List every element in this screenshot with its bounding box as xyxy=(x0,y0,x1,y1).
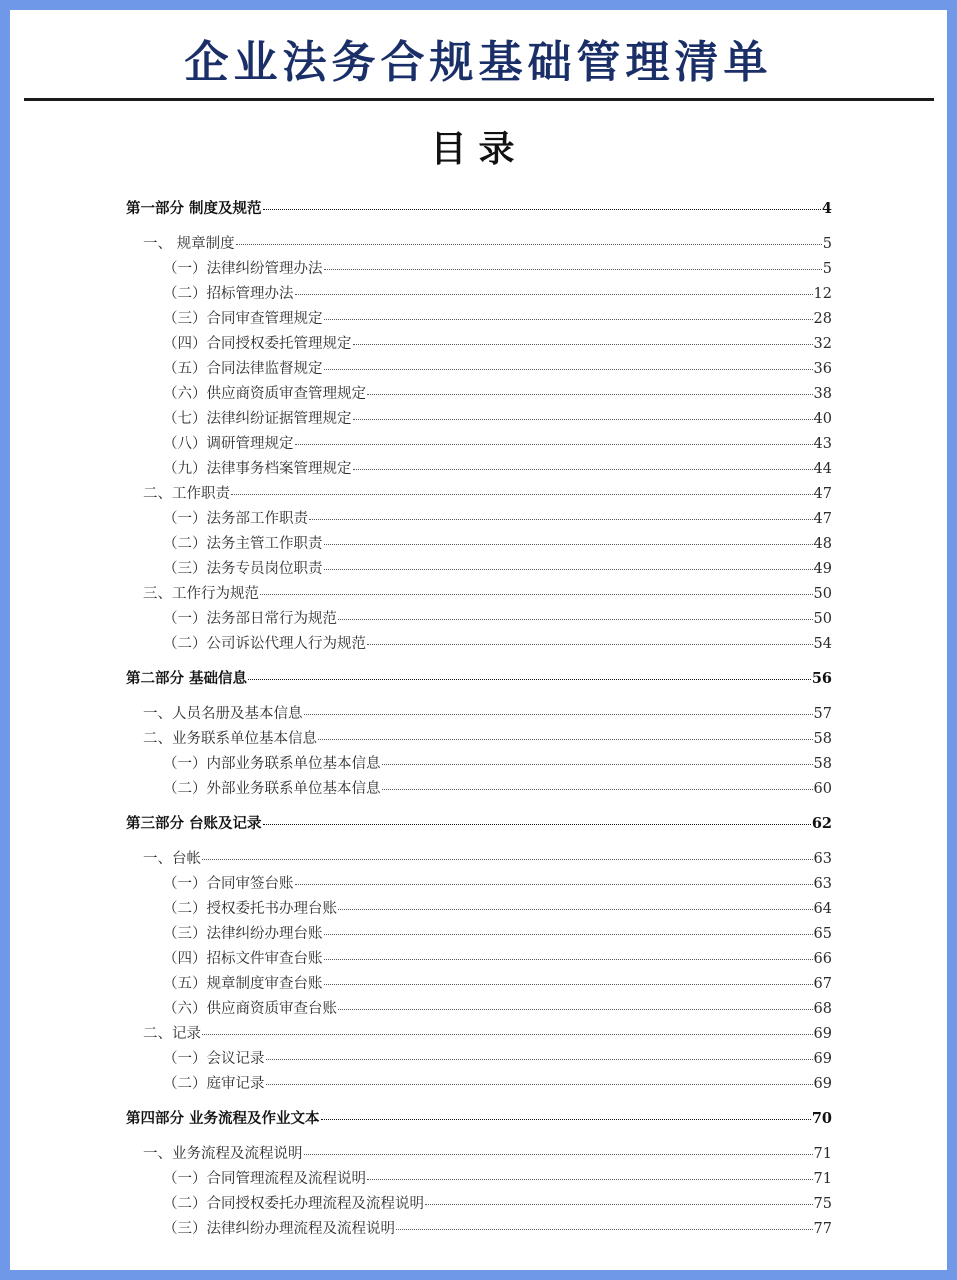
toc-entry-page: 77 xyxy=(813,1221,832,1237)
toc-entry-title: （三）法律纠纷办理流程及流程说明 xyxy=(163,1221,395,1237)
toc-entry[interactable] xyxy=(163,1194,832,1214)
toc-entry-page: 64 xyxy=(813,901,832,917)
toc-entry[interactable] xyxy=(163,1074,832,1094)
toc-entry[interactable] xyxy=(163,949,832,969)
toc-entry-title: 一、台帐 xyxy=(143,851,201,867)
toc-dot-leader xyxy=(263,209,821,210)
toc-entry[interactable] xyxy=(163,899,832,919)
toc-entry-title: （一）法务部工作职责 xyxy=(163,511,308,527)
toc-entry-page: 62 xyxy=(811,815,832,832)
toc-dot-leader xyxy=(338,1009,813,1010)
toc-entry[interactable] xyxy=(143,234,832,254)
toc-dot-leader xyxy=(324,984,813,985)
toc-dot-leader xyxy=(202,1034,813,1035)
toc-dot-leader xyxy=(367,644,813,645)
toc-entry-page: 28 xyxy=(813,311,832,327)
toc-dot-leader xyxy=(304,1154,813,1155)
toc-dot-leader xyxy=(324,934,813,935)
toc-dot-leader xyxy=(367,1179,813,1180)
toc-dot-leader xyxy=(382,789,813,790)
toc-dot-leader xyxy=(324,319,813,320)
toc-entry-page: 5 xyxy=(822,261,832,277)
toc-entry-title: （三）合同审查管理规定 xyxy=(163,311,323,327)
toc-dot-leader xyxy=(382,764,813,765)
toc-entry[interactable] xyxy=(163,999,832,1019)
toc-entry[interactable] xyxy=(163,924,832,944)
toc-dot-leader xyxy=(295,444,813,445)
toc-entry-page: 66 xyxy=(813,951,832,967)
toc-entry[interactable] xyxy=(163,534,832,554)
toc-entry-page: 65 xyxy=(813,926,832,942)
toc-entry-page: 44 xyxy=(813,461,832,477)
toc-dot-leader xyxy=(295,294,813,295)
toc-entry[interactable] xyxy=(163,874,832,894)
toc-entry[interactable] xyxy=(163,384,832,404)
toc-entry[interactable] xyxy=(163,974,832,994)
toc-entry-title: （九）法律事务档案管理规定 xyxy=(163,461,352,477)
toc-entry[interactable] xyxy=(143,484,832,504)
toc-entry-page: 71 xyxy=(813,1171,832,1187)
toc-dot-leader xyxy=(304,714,813,715)
toc-dot-leader xyxy=(338,619,813,620)
toc-entry[interactable] xyxy=(163,409,832,429)
toc-entry[interactable] xyxy=(143,1024,832,1044)
toc-entry-page: 54 xyxy=(813,636,832,652)
toc-entry[interactable] xyxy=(163,609,832,629)
toc-entry[interactable] xyxy=(143,584,832,604)
toc-dot-leader xyxy=(248,679,811,680)
toc-entry-page: 68 xyxy=(813,1001,832,1017)
toc-entry[interactable] xyxy=(163,1049,832,1069)
toc-entry-page: 50 xyxy=(813,611,832,627)
toc-dot-leader xyxy=(202,859,813,860)
toc-entry-title: 三、工作行为规范 xyxy=(143,586,259,602)
toc-entry-title: （一）法律纠纷管理办法 xyxy=(163,261,323,277)
toc-dot-leader xyxy=(266,1084,813,1085)
toc-entry-title: 第四部分 业务流程及作业文本 xyxy=(126,1110,320,1127)
toc-entry-title: （二）合同授权委托办理流程及流程说明 xyxy=(163,1196,424,1212)
toc-entry-page: 43 xyxy=(813,436,832,452)
toc-entry-page: 69 xyxy=(813,1076,832,1092)
toc-entry[interactable] xyxy=(143,1144,832,1164)
toc-entry[interactable] xyxy=(163,334,832,354)
toc-dot-leader xyxy=(309,519,813,520)
document-title: 企业法务合规基础管理清单 xyxy=(184,37,773,88)
toc-entry-page: 58 xyxy=(813,731,832,747)
toc-entry-page: 12 xyxy=(813,286,832,302)
toc-entry[interactable] xyxy=(143,849,832,869)
toc-entry-title: 二、工作职责 xyxy=(143,486,230,502)
toc-dot-leader xyxy=(425,1204,813,1205)
toc-dot-leader xyxy=(324,269,822,270)
toc-dot-leader xyxy=(295,884,813,885)
toc-entry-page: 75 xyxy=(813,1196,832,1212)
toc-entry[interactable] xyxy=(163,1169,832,1189)
toc-dot-leader xyxy=(353,344,813,345)
toc-entry-page: 47 xyxy=(813,486,832,502)
toc-entry-title: 一、人员名册及基本信息 xyxy=(143,706,303,722)
toc-dot-leader xyxy=(353,419,813,420)
toc-dot-leader xyxy=(324,369,813,370)
toc-entry[interactable] xyxy=(163,1219,832,1239)
toc-entry-page: 63 xyxy=(813,876,832,892)
toc-entry-page: 71 xyxy=(813,1146,832,1162)
toc-entry-page: 5 xyxy=(822,236,832,252)
toc-entry-title: （二）公司诉讼代理人行为规范 xyxy=(163,636,366,652)
toc-entry-page: 63 xyxy=(813,851,832,867)
toc-dot-leader xyxy=(236,244,822,245)
toc-entry-page: 70 xyxy=(811,1110,832,1127)
toc-dot-leader xyxy=(263,824,811,825)
toc-entry-title: （七）法律纠纷证据管理规定 xyxy=(163,411,352,427)
toc-entry-title: 第三部分 台账及记录 xyxy=(126,815,262,832)
toc-entry-title: （二）庭审记录 xyxy=(163,1076,265,1092)
toc-entry-title: （四）合同授权委托管理规定 xyxy=(163,336,352,352)
toc-dot-leader xyxy=(260,594,813,595)
toc-entry[interactable] xyxy=(143,729,832,749)
toc-entry-title: （二）招标管理办法 xyxy=(163,286,294,302)
toc-dot-leader xyxy=(231,494,813,495)
toc-entry-title: 第一部分 制度及规范 xyxy=(126,200,262,217)
toc-entry[interactable] xyxy=(163,634,832,654)
toc-entry-page: 69 xyxy=(813,1026,832,1042)
toc-entry-page: 56 xyxy=(811,670,832,687)
toc-entry-title: （六）供应商资质审查台账 xyxy=(163,1001,337,1017)
toc-entry-page: 40 xyxy=(813,411,832,427)
toc-dot-leader xyxy=(338,909,813,910)
toc-entry-page: 48 xyxy=(813,536,832,552)
toc-dot-leader xyxy=(367,394,813,395)
toc-entry-title: （四）招标文件审查台账 xyxy=(163,951,323,967)
toc-entry-page: 47 xyxy=(813,511,832,527)
toc-dot-leader xyxy=(266,1059,813,1060)
toc-entry-title: （八）调研管理规定 xyxy=(163,436,294,452)
toc-entry-title: （二）授权委托书办理台账 xyxy=(163,901,337,917)
toc-dot-leader xyxy=(324,544,813,545)
toc-entry-title: （五）规章制度审查台账 xyxy=(163,976,323,992)
toc-entry-page: 69 xyxy=(813,1051,832,1067)
toc-entry[interactable] xyxy=(163,459,832,479)
toc-entry[interactable] xyxy=(163,259,832,279)
toc-dot-leader xyxy=(321,1119,811,1120)
toc-entry[interactable] xyxy=(126,199,832,219)
toc-entry[interactable] xyxy=(163,309,832,329)
toc-entry-page: 57 xyxy=(813,706,832,722)
toc-entry-page: 60 xyxy=(813,781,832,797)
toc-entry-title: （二）外部业务联系单位基本信息 xyxy=(163,781,381,797)
toc-entry-title: （三）法律纠纷办理台账 xyxy=(163,926,323,942)
toc-dot-leader xyxy=(324,959,813,960)
toc-entry[interactable] xyxy=(163,559,832,579)
toc-dot-leader xyxy=(353,469,813,470)
toc-heading: 目录 xyxy=(430,129,527,170)
toc-entry[interactable] xyxy=(126,1109,832,1129)
toc-entry-page: 58 xyxy=(813,756,832,772)
toc-entry[interactable] xyxy=(126,814,832,834)
toc-entry[interactable] xyxy=(163,509,832,529)
toc-dot-leader xyxy=(324,569,813,570)
toc-entry-page: 49 xyxy=(813,561,832,577)
toc-entry-page: 36 xyxy=(813,361,832,377)
toc-entry-title: （六）供应商资质审查管理规定 xyxy=(163,386,366,402)
toc-entry-title: 第二部分 基础信息 xyxy=(126,670,248,687)
toc-dot-leader xyxy=(318,739,813,740)
toc-entry-title: （五）合同法律监督规定 xyxy=(163,361,323,377)
toc-entry-title: 二、记录 xyxy=(143,1026,201,1042)
toc-entry-page: 67 xyxy=(813,976,832,992)
toc-entry-page: 4 xyxy=(821,200,832,217)
toc-entry-title: （一）会议记录 xyxy=(163,1051,265,1067)
toc-entry[interactable] xyxy=(143,704,832,724)
toc-entry-page: 50 xyxy=(813,586,832,602)
toc-dot-leader xyxy=(396,1229,813,1230)
toc-entry-title: （一）合同管理流程及流程说明 xyxy=(163,1171,366,1187)
toc-entry-title: 二、业务联系单位基本信息 xyxy=(143,731,317,747)
table-of-contents xyxy=(10,10,947,1270)
toc-entry-title: 一、 规章制度 xyxy=(143,236,235,252)
toc-entry-title: 一、业务流程及流程说明 xyxy=(143,1146,303,1162)
toc-entry[interactable] xyxy=(163,284,832,304)
toc-entry-page: 32 xyxy=(813,336,832,352)
toc-entry[interactable] xyxy=(163,754,832,774)
toc-entry-title: （二）法务主管工作职责 xyxy=(163,536,323,552)
toc-entry[interactable] xyxy=(126,669,832,689)
toc-entry[interactable] xyxy=(163,779,832,799)
document-page xyxy=(10,10,947,1270)
toc-entry-title: （一）合同审签台账 xyxy=(163,876,294,892)
toc-entry[interactable] xyxy=(163,359,832,379)
toc-entry-title: （一）法务部日常行为规范 xyxy=(163,611,337,627)
toc-entry[interactable] xyxy=(163,434,832,454)
toc-entry-title: （一）内部业务联系单位基本信息 xyxy=(163,756,381,772)
toc-entry-title: （三）法务专员岗位职责 xyxy=(163,561,323,577)
toc-entry-page: 38 xyxy=(813,386,832,402)
